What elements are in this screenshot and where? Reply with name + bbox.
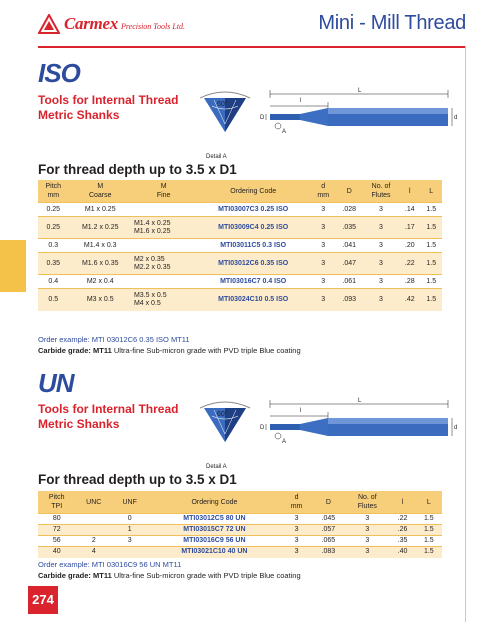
un-cell-m1	[75, 525, 112, 536]
iso-cell-L: 1.5	[420, 203, 442, 217]
iso-cell-m1: M1.2 x 0.25	[69, 217, 132, 239]
iso-depth-heading: For thread depth up to 3.5 x D1	[38, 162, 237, 177]
iso-cell-ordering-code: MTI03012C6 0.35 ISO	[195, 253, 311, 275]
iso-cell-pitch: 0.25	[38, 203, 69, 217]
table-row	[38, 203, 442, 217]
un-label-d: d	[454, 425, 458, 431]
un-cell-flutes: 3	[345, 525, 389, 536]
iso-cell-D: .047	[335, 253, 363, 275]
iso-cell-pitch: 0.4	[38, 275, 69, 289]
iso-carbide-label: Carbide grade: MT11	[38, 346, 112, 355]
iso-cell-ordering-code: MTI03016C7 0.4 ISO	[195, 275, 311, 289]
un-tool-diagram	[200, 396, 470, 476]
un-cell-ordering-code: MTI03012C5 80 UN	[147, 514, 281, 525]
un-cell-ordering-code: MTI03016C9 56 UN	[147, 536, 281, 547]
iso-cell-L: 1.5	[420, 253, 442, 275]
iso-col-pitch: Pitch mm	[38, 180, 69, 203]
un-detail-a-drawing	[200, 402, 250, 442]
un-cell-m1: 4	[75, 547, 112, 558]
un-col-L: L	[416, 491, 442, 514]
table-row	[38, 289, 442, 311]
un-label-D: D	[260, 425, 265, 431]
table-row	[38, 217, 442, 239]
un-carbide-desc: Ultra-fine Sub-micron grade with PVD triple Blue coating	[113, 571, 301, 580]
iso-cell-flutes: 3	[363, 239, 399, 253]
un-depth-heading: For thread depth up to 3.5 x D1	[38, 472, 237, 487]
un-cell-flutes: 3	[345, 536, 389, 547]
brand-subtitle: Precision Tools Ltd.	[120, 22, 186, 31]
iso-cell-pitch: 0.25	[38, 217, 69, 239]
iso-cell-l: .17	[399, 217, 420, 239]
iso-cell-L: 1.5	[420, 239, 442, 253]
iso-col-d-mm: d mm	[311, 180, 335, 203]
un-cell-pitch: 40	[38, 547, 75, 558]
un-label-L: L	[358, 398, 362, 404]
un-col-pitch: Pitch TPI	[38, 491, 75, 514]
iso-cell-m1: M2 x 0.4	[69, 275, 132, 289]
un-angle-label: 60°	[217, 411, 228, 418]
iso-cell-L: 1.5	[420, 217, 442, 239]
un-col-d-mm: d mm	[282, 491, 312, 514]
iso-cell-D: .035	[335, 217, 363, 239]
iso-heading: ISO	[38, 58, 80, 88]
iso-cell-L: 1.5	[420, 275, 442, 289]
un-col-flutes: No. of Flutes	[345, 491, 389, 514]
un-cell-m1: 2	[75, 536, 112, 547]
un-cell-pitch: 72	[38, 525, 75, 536]
iso-cell-D: .028	[335, 203, 363, 217]
un-cell-L: 1.5	[416, 525, 442, 536]
iso-detail-label: Detail A	[206, 154, 227, 160]
un-cell-m2: 0	[112, 514, 147, 525]
un-cell-l: .22	[389, 514, 415, 525]
un-cell-l: .35	[389, 536, 415, 547]
iso-cell-flutes: 3	[363, 203, 399, 217]
un-subheading-line1: Tools for Internal Thread	[38, 402, 179, 416]
iso-cell-ordering-code: MTI03024C10 0.5 ISO	[195, 289, 311, 311]
iso-label-d: d	[454, 115, 458, 121]
un-order-example: Order example: MTI 03016C9 56 UN MT11	[38, 560, 182, 569]
iso-angle-label: 60°	[217, 101, 228, 108]
un-cell-flutes: 3	[345, 514, 389, 525]
iso-subheading-line2: Metric Shanks	[38, 108, 120, 122]
un-heading: UN	[38, 368, 74, 398]
iso-cell-D: .041	[335, 239, 363, 253]
iso-cell-m1: M1 x 0.25	[69, 203, 132, 217]
un-cell-D: .083	[312, 547, 346, 558]
table-row	[38, 239, 442, 253]
un-cell-l: .40	[389, 547, 415, 558]
carmex-logo	[38, 14, 185, 34]
table-row	[38, 547, 442, 558]
iso-cell-m2	[132, 275, 195, 289]
iso-cell-D: .061	[335, 275, 363, 289]
iso-cell-m2: M1.4 x 0.25 M1.6 x 0.25	[132, 217, 195, 239]
iso-cell-m2: M2 x 0.35 M2.2 x 0.35	[132, 253, 195, 275]
iso-cell-m2: M3.5 x 0.5 M4 x 0.5	[132, 289, 195, 311]
iso-cell-L: 1.5	[420, 289, 442, 311]
un-subheading	[38, 402, 178, 432]
iso-cell-ordering-code: MTI03009C4 0.25 ISO	[195, 217, 311, 239]
un-cell-L: 1.5	[416, 514, 442, 525]
un-col-m2: UNF	[112, 491, 147, 514]
side-tab-marker	[0, 240, 26, 292]
un-cell-ordering-code: MTI03021C10 40 UN	[147, 547, 281, 558]
table-row	[38, 253, 442, 275]
carmex-logo-icon	[38, 14, 60, 34]
un-cell-d-mm: 3	[282, 547, 312, 558]
iso-carbide-grade	[38, 346, 301, 355]
iso-cell-l: .22	[399, 253, 420, 275]
header-divider	[38, 46, 466, 48]
iso-cell-ordering-code: MTI03011C5 0.3 ISO	[195, 239, 311, 253]
un-table-header-row	[38, 491, 442, 514]
un-cell-m2: 1	[112, 525, 147, 536]
iso-cell-m1: M3 x 0.5	[69, 289, 132, 311]
iso-cell-l: .20	[399, 239, 420, 253]
iso-cell-d-mm: 3	[311, 217, 335, 239]
iso-cell-d-mm: 3	[311, 275, 335, 289]
iso-table-body	[38, 203, 442, 311]
iso-cell-pitch: 0.5	[38, 289, 69, 311]
iso-cell-l: .42	[399, 289, 420, 311]
iso-col-m1: M Coarse	[69, 180, 132, 203]
iso-label-D: D	[260, 115, 265, 121]
iso-cell-pitch: 0.3	[38, 239, 69, 253]
un-cell-d-mm: 3	[282, 525, 312, 536]
iso-cell-flutes: 3	[363, 289, 399, 311]
iso-end-mill-drawing	[266, 90, 452, 129]
iso-label-A: A	[282, 129, 287, 135]
iso-cell-pitch: 0.35	[38, 253, 69, 275]
un-cell-l: .26	[389, 525, 415, 536]
un-detail-label: Detail A	[206, 464, 227, 470]
iso-cell-d-mm: 3	[311, 253, 335, 275]
un-cell-D: .057	[312, 525, 346, 536]
un-cell-m2: 3	[112, 536, 147, 547]
page-header	[0, 0, 480, 52]
brand-name: Carmex	[64, 14, 118, 33]
iso-col-D: D	[335, 180, 363, 203]
iso-col-m2: M Fine	[132, 180, 195, 203]
un-label-l: l	[300, 408, 302, 414]
un-cell-D: .045	[312, 514, 346, 525]
un-col-m1: UNC	[75, 491, 112, 514]
un-cell-flutes: 3	[345, 547, 389, 558]
iso-cell-D: .093	[335, 289, 363, 311]
page-number: 274	[28, 586, 58, 614]
un-cell-pitch: 56	[38, 536, 75, 547]
iso-cell-l: .28	[399, 275, 420, 289]
un-cell-m2	[112, 547, 147, 558]
iso-cell-m2	[132, 239, 195, 253]
table-row	[38, 536, 442, 547]
iso-cell-d-mm: 3	[311, 203, 335, 217]
iso-cell-d-mm: 3	[311, 289, 335, 311]
iso-col-l: l	[399, 180, 420, 203]
un-carbide-label: Carbide grade: MT11	[38, 571, 112, 580]
page-title: Mini - Mill Thread	[318, 12, 466, 34]
table-row	[38, 275, 442, 289]
iso-cell-flutes: 3	[363, 275, 399, 289]
iso-table-header-row	[38, 180, 442, 203]
iso-cell-m2	[132, 203, 195, 217]
un-spec-table	[38, 491, 442, 558]
iso-label-l: l	[300, 98, 302, 104]
iso-cell-ordering-code: MTI03007C3 0.25 ISO	[195, 203, 311, 217]
iso-subheading	[38, 93, 178, 123]
iso-cell-flutes: 3	[363, 253, 399, 275]
un-table-body	[38, 514, 442, 558]
un-carbide-grade	[38, 571, 301, 580]
un-col-D: D	[312, 491, 346, 514]
iso-order-example: Order example: MTI 03012C6 0.35 ISO MT11	[38, 335, 190, 344]
un-col-ordering-code: Ordering Code	[147, 491, 281, 514]
iso-detail-a-drawing	[200, 92, 250, 132]
iso-spec-table	[38, 180, 442, 311]
un-col-l: l	[389, 491, 415, 514]
table-row	[38, 514, 442, 525]
iso-label-L: L	[358, 88, 362, 94]
un-cell-d-mm: 3	[282, 536, 312, 547]
un-cell-L: 1.5	[416, 547, 442, 558]
iso-col-flutes: No. of Flutes	[363, 180, 399, 203]
un-cell-m1	[75, 514, 112, 525]
iso-col-L: L	[420, 180, 442, 203]
un-cell-D: .065	[312, 536, 346, 547]
iso-cell-l: .14	[399, 203, 420, 217]
iso-subheading-line1: Tools for Internal Thread	[38, 93, 179, 107]
iso-tool-diagram	[200, 86, 470, 166]
iso-carbide-desc: Ultra-fine Sub-micron grade with PVD triple Blue coating	[113, 346, 301, 355]
un-label-A: A	[282, 439, 287, 445]
un-cell-ordering-code: MTI03015C7 72 UN	[147, 525, 281, 536]
iso-cell-m1: M1.6 x 0.35	[69, 253, 132, 275]
iso-cell-flutes: 3	[363, 217, 399, 239]
iso-col-ordering-code: Ordering Code	[195, 180, 311, 203]
un-cell-L: 1.5	[416, 536, 442, 547]
un-end-mill-drawing	[266, 400, 452, 439]
iso-cell-m1: M1.4 x 0.3	[69, 239, 132, 253]
table-row	[38, 525, 442, 536]
iso-cell-d-mm: 3	[311, 239, 335, 253]
un-cell-pitch: 80	[38, 514, 75, 525]
un-subheading-line2: Metric Shanks	[38, 417, 120, 431]
un-cell-d-mm: 3	[282, 514, 312, 525]
